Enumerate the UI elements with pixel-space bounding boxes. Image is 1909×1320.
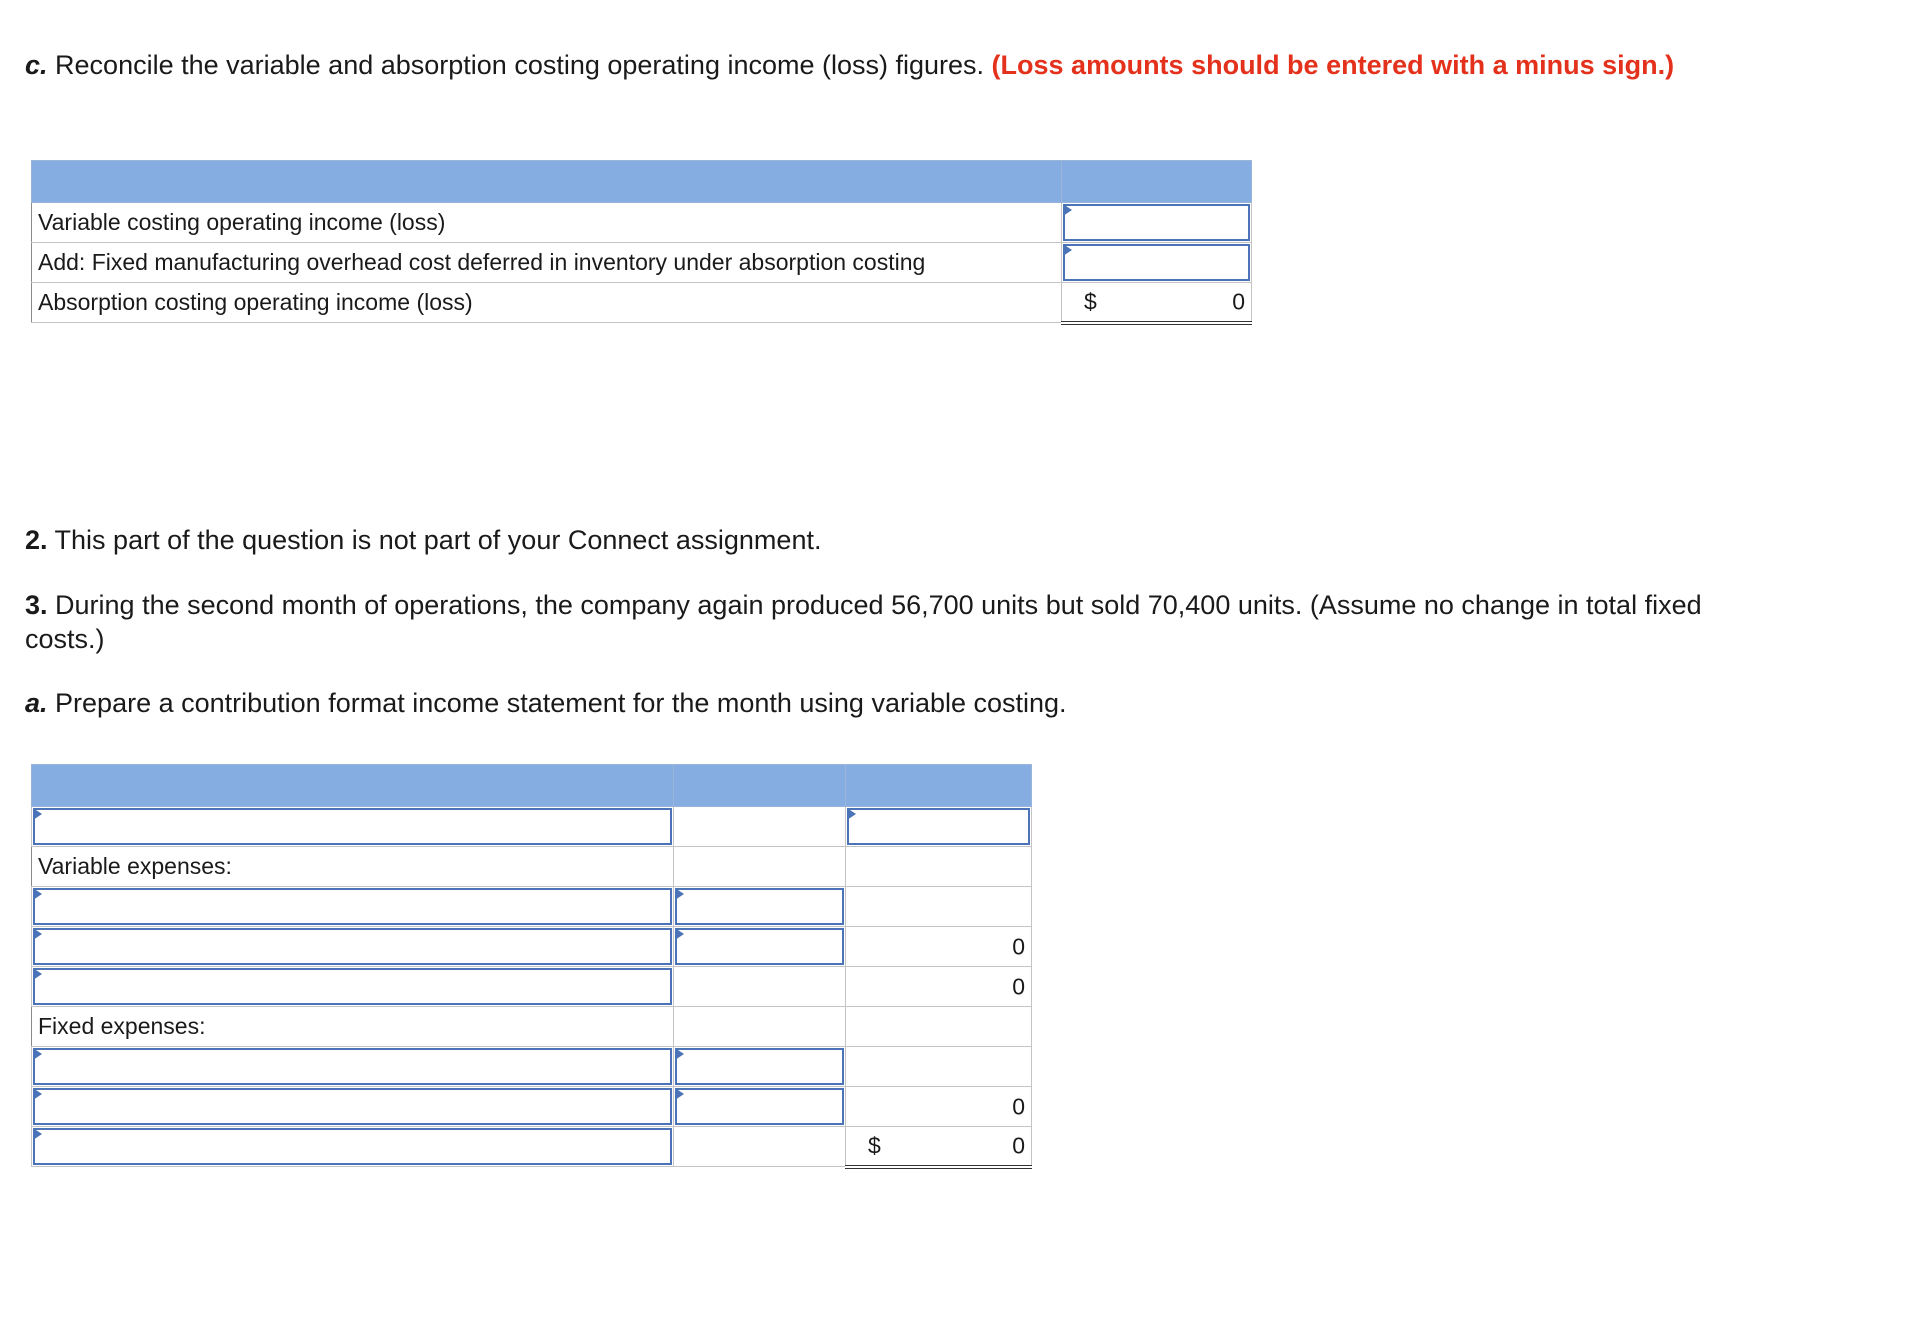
input-box: [33, 928, 672, 965]
input-box: [1063, 244, 1250, 281]
input-box: [675, 888, 844, 925]
currency-symbol: $: [868, 1132, 881, 1159]
empty-cell: [846, 847, 1032, 887]
input-box: [675, 1048, 844, 1085]
income-row: [32, 1047, 1032, 1087]
income-row: [32, 887, 1032, 927]
computed-value: 0: [1012, 973, 1025, 999]
amount-cell: [674, 1047, 846, 1087]
income-row: [32, 1007, 1032, 1047]
amount-cell: [1062, 243, 1252, 283]
part-c-letter: c.: [25, 50, 48, 80]
variable-costing-income-input[interactable]: [1065, 206, 1248, 239]
part-c-text: Reconcile the variable and absorption costing operating income (loss) figures.: [47, 50, 992, 80]
variable-expense-amount-input[interactable]: [677, 930, 842, 963]
header-cell: [1062, 161, 1252, 203]
empty-cell: [674, 807, 846, 847]
part-c-warning: (Loss amounts should be entered with a minus sign.): [991, 50, 1675, 80]
fixed-overhead-deferred-input[interactable]: [1065, 246, 1248, 279]
empty-cell: [846, 1007, 1032, 1047]
income-statement-table: [31, 764, 1032, 1169]
input-box: [33, 1048, 672, 1085]
amount-cell: [674, 887, 846, 927]
empty-cell: [674, 967, 846, 1007]
contribution-margin-label-input[interactable]: [35, 970, 670, 1003]
label-cell: [32, 807, 674, 847]
reconcile-header-row: [32, 161, 1252, 203]
income-row: [32, 927, 1032, 967]
variable-expense-label-input[interactable]: [35, 930, 670, 963]
amount-cell: [674, 927, 846, 967]
fixed-expenses-label: Fixed expenses:: [32, 1007, 674, 1047]
reconcile-row: [32, 243, 1252, 283]
part-a-text: Prepare a contribution format income statement for the month using variable costing.: [47, 688, 1067, 718]
computed-value: 0: [1012, 933, 1025, 959]
variable-expense-amount-input[interactable]: [677, 890, 842, 923]
reconcile-row: [32, 203, 1252, 243]
computed-value-cell: [846, 1087, 1032, 1127]
computed-value-cell: [846, 967, 1032, 1007]
label-cell: [32, 967, 674, 1007]
line-item-label-input[interactable]: [35, 810, 670, 843]
label-cell: [32, 1127, 674, 1167]
input-box: [33, 968, 672, 1005]
input-box: [33, 1128, 672, 1165]
fixed-expense-label-input[interactable]: [35, 1090, 670, 1123]
total-value: 0: [1232, 288, 1245, 315]
input-box: [675, 1088, 844, 1125]
input-box: [33, 888, 672, 925]
absorption-income-total: [1062, 283, 1252, 323]
income-header-row: [32, 765, 1032, 807]
label-cell: [32, 1087, 674, 1127]
empty-cell: [846, 887, 1032, 927]
row-label: Variable costing operating income (loss): [32, 203, 1062, 243]
fixed-expense-amount-input[interactable]: [677, 1090, 842, 1123]
amount-cell: [674, 1087, 846, 1127]
total-value: 0: [1012, 1132, 1025, 1159]
income-row: [32, 1087, 1032, 1127]
input-box: [675, 928, 844, 965]
fixed-expense-amount-input[interactable]: [677, 1050, 842, 1083]
fixed-expense-label-input[interactable]: [35, 1050, 670, 1083]
currency-symbol: $: [1084, 288, 1097, 315]
income-row: [32, 847, 1032, 887]
label-cell: [32, 1047, 674, 1087]
net-operating-income-label-input[interactable]: [35, 1130, 670, 1163]
reconcile-table: [31, 160, 1252, 325]
computed-value-cell: [846, 927, 1032, 967]
question-2-number: 2.: [25, 525, 48, 555]
input-box: [33, 808, 672, 845]
header-cell: [846, 765, 1032, 807]
label-cell: [32, 927, 674, 967]
question-3-text: During the second month of operations, the company again produced 56,700 units but sold 70,400 units. (Assume no change in total fixed costs.): [25, 590, 1702, 654]
part-a-letter: a.: [25, 688, 48, 718]
computed-value: 0: [1012, 1093, 1025, 1119]
input-box: [847, 808, 1030, 845]
income-row: [32, 967, 1032, 1007]
empty-cell: [674, 1127, 846, 1167]
row-label: Absorption costing operating income (loss): [32, 283, 1062, 323]
reconcile-row: [32, 283, 1252, 323]
income-row: [32, 807, 1032, 847]
part-a-instructions: [25, 686, 1705, 720]
empty-cell: [674, 847, 846, 887]
label-cell: [32, 887, 674, 927]
row-label: Add: Fixed manufacturing overhead cost deferred in inventory under absorption costing: [32, 243, 1062, 283]
sales-amount-input[interactable]: [849, 810, 1028, 843]
income-row: [32, 1127, 1032, 1167]
empty-cell: [674, 1007, 846, 1047]
net-operating-income-total: [846, 1127, 1032, 1167]
variable-expense-label-input[interactable]: [35, 890, 670, 923]
input-box: [33, 1088, 672, 1125]
question-3-number: 3.: [25, 590, 48, 620]
empty-cell: [846, 1047, 1032, 1087]
header-cell: [32, 765, 674, 807]
amount-cell: [846, 807, 1032, 847]
amount-cell: [1062, 203, 1252, 243]
question-2-text: This part of the question is not part of your Connect assignment.: [47, 525, 822, 555]
header-cell: [674, 765, 846, 807]
variable-expenses-label: Variable expenses:: [32, 847, 674, 887]
header-cell: [32, 161, 1062, 203]
question-2: [25, 523, 1705, 557]
input-box: [1063, 204, 1250, 241]
part-c-instructions: [25, 48, 1705, 82]
question-3: [25, 588, 1705, 656]
